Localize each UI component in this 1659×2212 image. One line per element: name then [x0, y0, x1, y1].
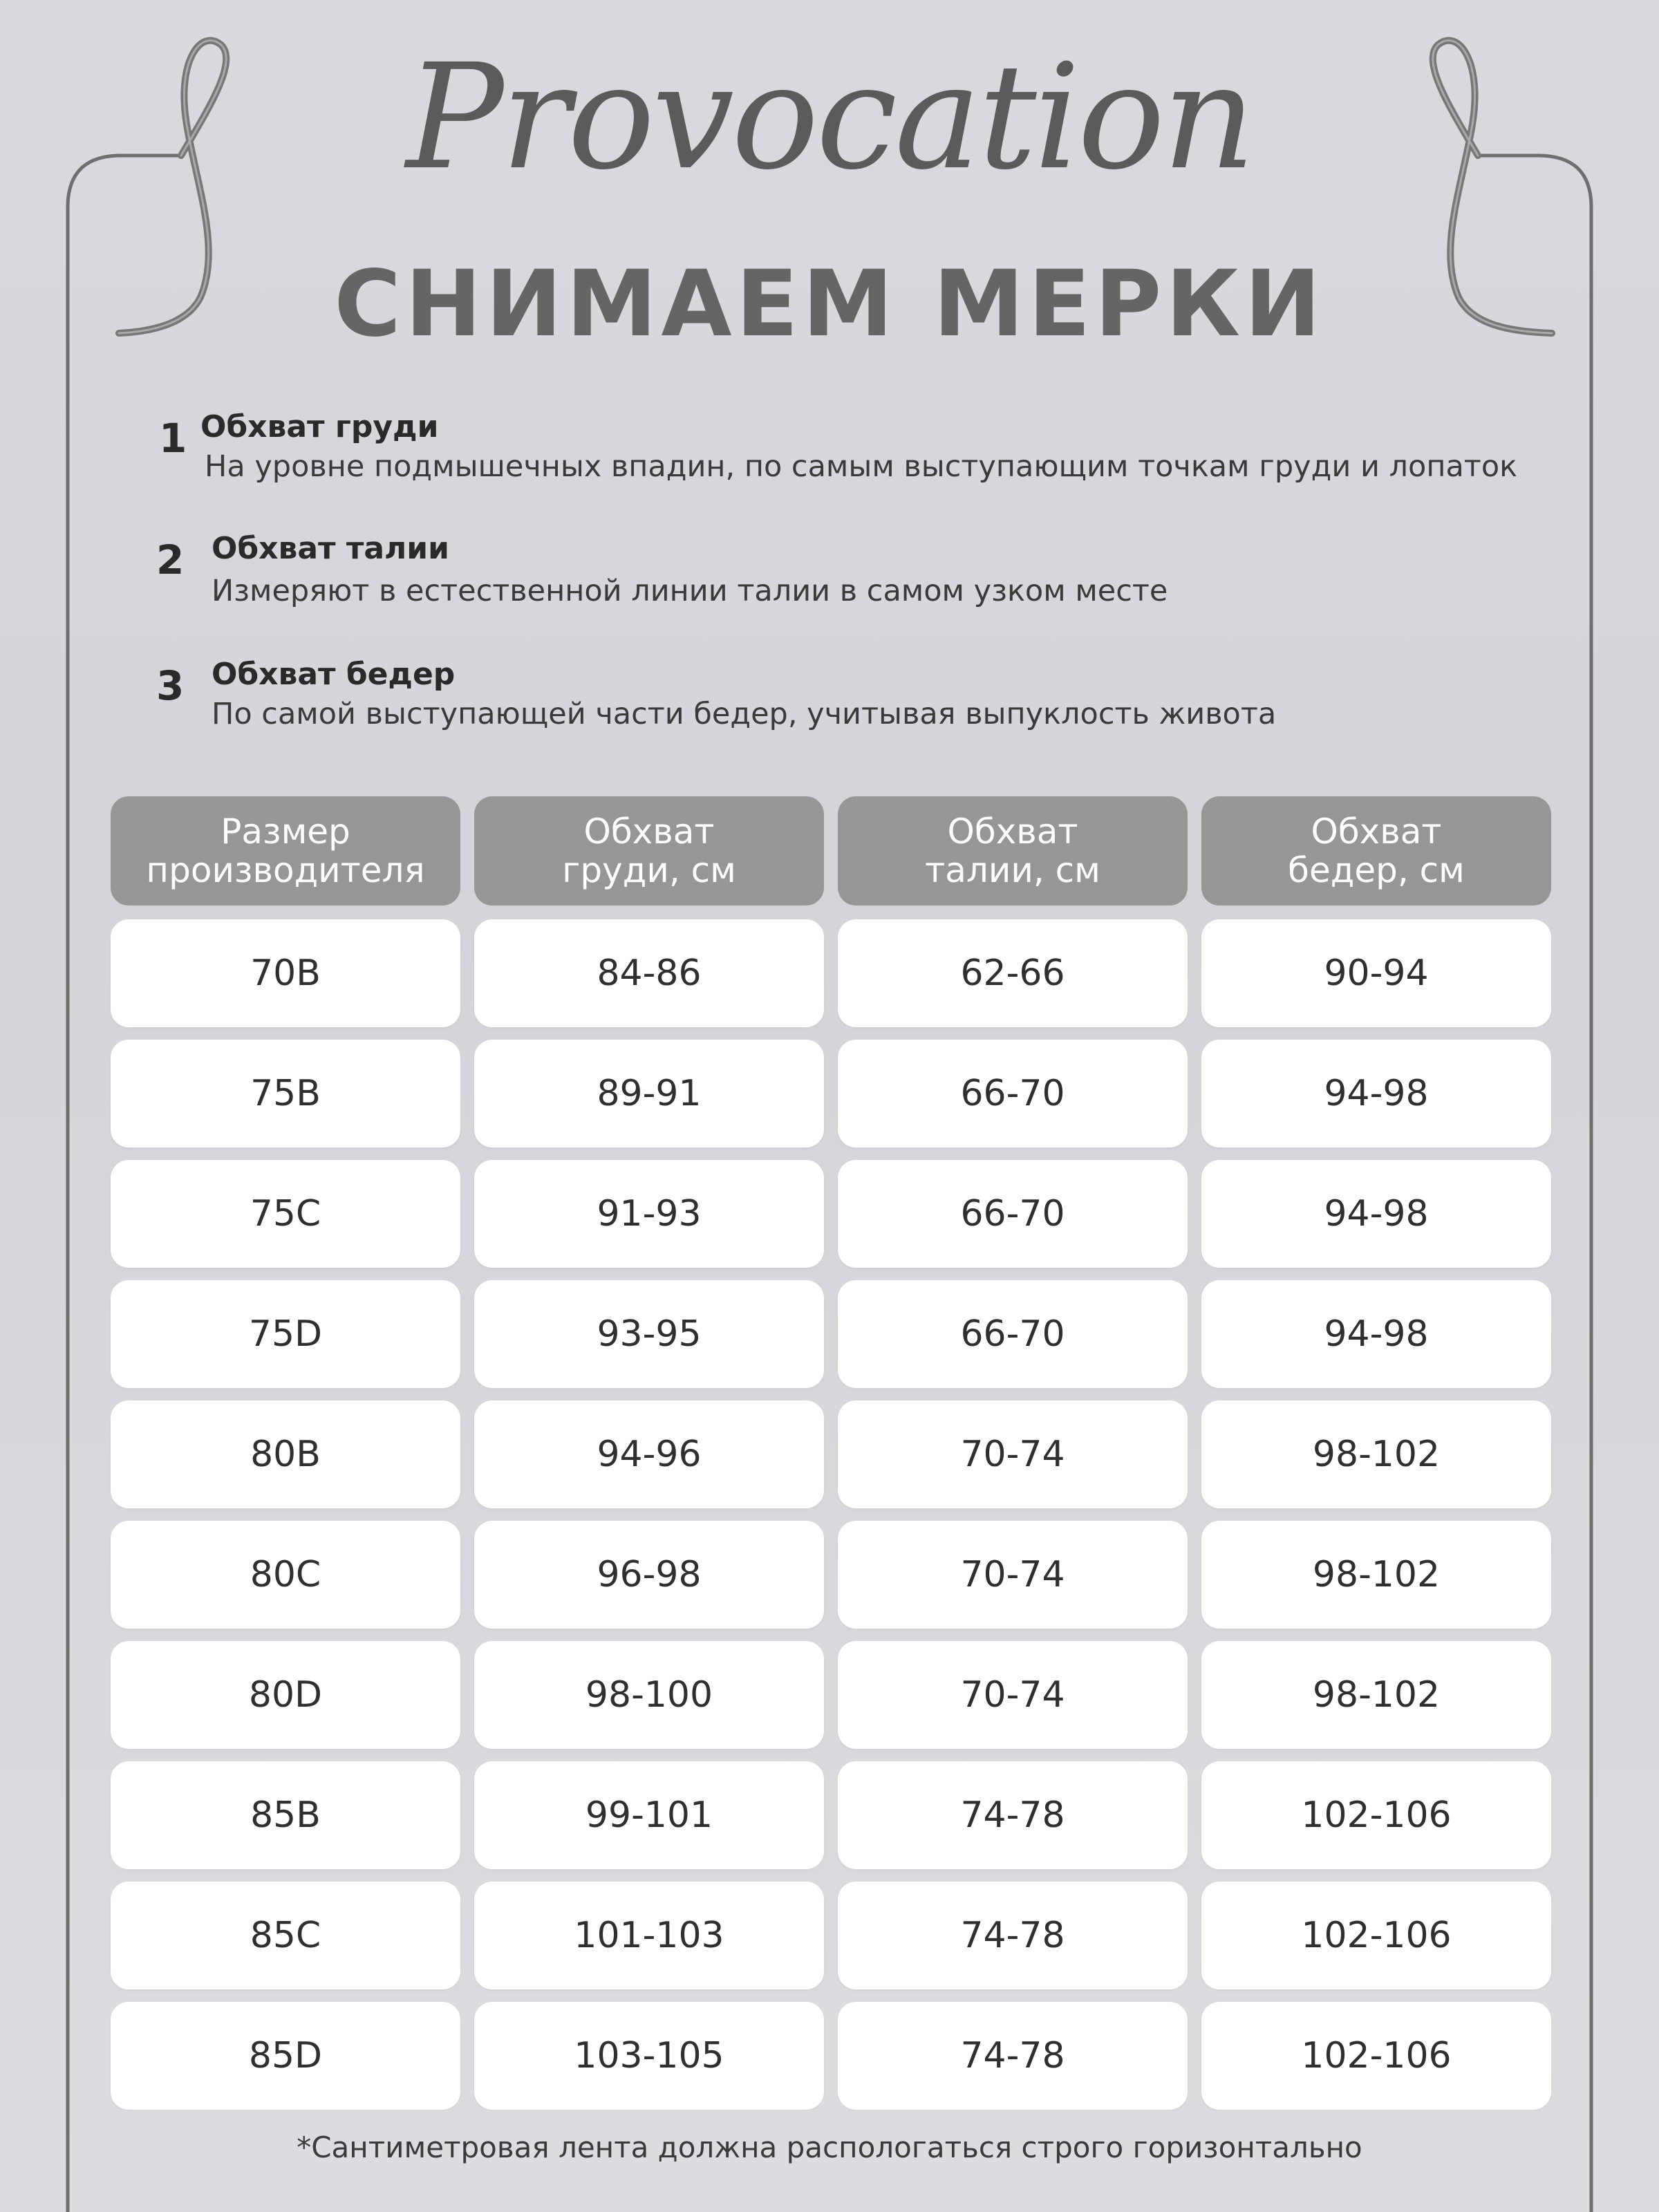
- step-title: Обхват груди: [200, 409, 439, 444]
- table-cell: 75B: [111, 1040, 460, 1147]
- table-cell: 66-70: [838, 1040, 1188, 1147]
- table-cell: 84-86: [474, 919, 824, 1027]
- table-cell: 74-78: [838, 1882, 1188, 1989]
- column-header-line: талии, см: [925, 850, 1100, 890]
- step-description: По самой выступающей части бедер, учитывая выпуклость живота: [212, 697, 1277, 731]
- table-cell: 66-70: [838, 1160, 1188, 1268]
- table-cell: 62-66: [838, 919, 1188, 1027]
- step-description: Измеряют в естественной линии талии в самом узком месте: [212, 574, 1168, 608]
- table-cell: 89-91: [474, 1040, 824, 1147]
- table-cell: 98-102: [1201, 1400, 1551, 1508]
- step-title: Обхват талии: [212, 531, 449, 566]
- table-cell: 101-103: [474, 1882, 824, 1989]
- column-header-line: Обхват: [1311, 812, 1442, 852]
- table-cell: 85C: [111, 1882, 460, 1989]
- table-cell: 94-98: [1201, 1280, 1551, 1388]
- table-cell: 102-106: [1201, 2002, 1551, 2110]
- table-cell: 102-106: [1201, 1761, 1551, 1869]
- table-cell: 85D: [111, 2002, 460, 2110]
- table-cell: 70-74: [838, 1521, 1188, 1629]
- column-header: [474, 796, 824, 906]
- table-cell: 70B: [111, 919, 460, 1027]
- step-number: 3: [156, 662, 185, 709]
- table-cell: 80D: [111, 1641, 460, 1749]
- table-cell: 74-78: [838, 2002, 1188, 2110]
- column-header-line: бедер, см: [1288, 850, 1465, 890]
- column-header-line: Обхват: [947, 812, 1078, 852]
- table-cell: 80C: [111, 1521, 460, 1629]
- column-header-line: производителя: [146, 850, 425, 890]
- table-cell: 94-98: [1201, 1040, 1551, 1147]
- footnote: *Сантиметровая лента должна распологаться строго горизонтально: [297, 2130, 1362, 2164]
- table-cell: 66-70: [838, 1280, 1188, 1388]
- column-header-line: Обхват: [583, 812, 715, 852]
- table-cell: 90-94: [1201, 919, 1551, 1027]
- table-cell: 94-96: [474, 1400, 824, 1508]
- table-cell: 80B: [111, 1400, 460, 1508]
- table-cell: 96-98: [474, 1521, 824, 1629]
- step-waist: [156, 531, 1539, 614]
- table-cell: 85B: [111, 1761, 460, 1869]
- step-hips: [156, 657, 1539, 740]
- table-cell: 70-74: [838, 1400, 1188, 1508]
- table-cell: 75D: [111, 1280, 460, 1388]
- table-cell: 98-102: [1201, 1521, 1551, 1629]
- step-bust: [159, 409, 1541, 492]
- column-header: [111, 796, 460, 906]
- column-header-line: груди, см: [562, 850, 736, 890]
- column-header-line: Размер: [221, 812, 350, 852]
- table-cell: 94-98: [1201, 1160, 1551, 1268]
- table-cell: 98-102: [1201, 1641, 1551, 1749]
- page-title: СНИМАЕМ МЕРКИ: [334, 251, 1325, 357]
- table-cell: 70-74: [838, 1641, 1188, 1749]
- table-cell: 74-78: [838, 1761, 1188, 1869]
- step-description: На уровне подмышечных впадин, по самым выступающим точкам груди и лопаток: [205, 449, 1518, 484]
- table-cell: 91-93: [474, 1160, 824, 1268]
- table-cell: 98-100: [474, 1641, 824, 1749]
- column-header: [1201, 796, 1551, 906]
- table-cell: 99-101: [474, 1761, 824, 1869]
- column-header: [838, 796, 1188, 906]
- table-cell: 102-106: [1201, 1882, 1551, 1989]
- step-title: Обхват бедер: [212, 657, 456, 692]
- step-number: 1: [159, 415, 187, 462]
- table-cell: 75C: [111, 1160, 460, 1268]
- table-cell: 103-105: [474, 2002, 824, 2110]
- brand-logo: Provocation: [406, 32, 1253, 202]
- step-number: 2: [156, 536, 185, 583]
- table-cell: 93-95: [474, 1280, 824, 1388]
